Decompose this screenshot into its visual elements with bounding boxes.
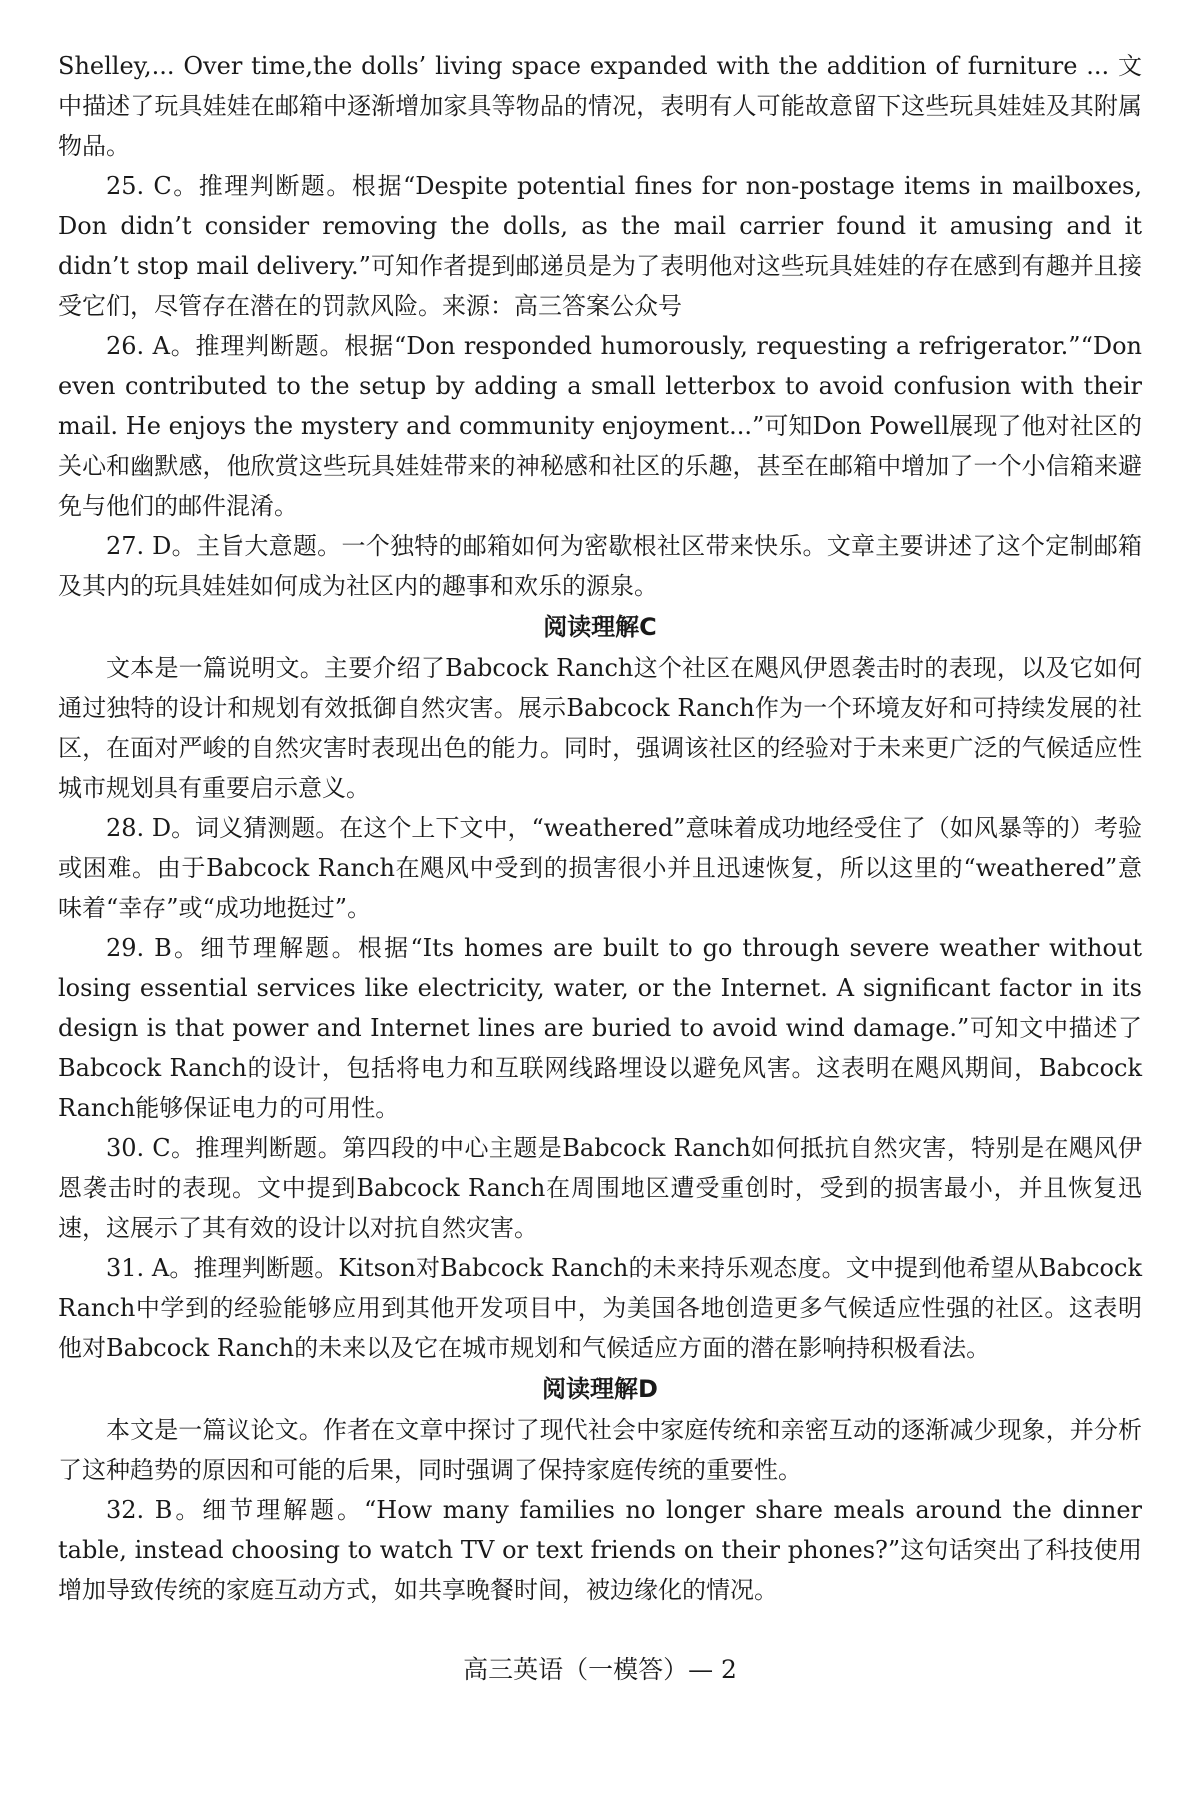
paragraph-24-continued: Shelley,... Over time,the dolls’ living space expanded with the addition of furniture ... 文中描述了玩具娃娃在邮箱中逐渐增加家具等物品的情况，表明有人可能故意留下这些玩具娃娃及其附属物品。: [58, 52, 1142, 160]
top-answers: [58, 46, 1142, 606]
paragraph-answer-31: 31. A。推理判断题。Kitson对Babcock Ranch的未来持乐观态度。文中提到他希望从Babcock Ranch中学到的经验能够应用到其他开发项目中，为美国各地创造更多气候适应性强的社区。这表明他对Babcock Ranch的未来以及它在城市规划和气候适应方面的潜在影响持积极看法。: [58, 1254, 1142, 1362]
paragraph-answer-30: 30. C。推理判断题。第四段的中心主题是Babcock Ranch如何抵抗自然灾害，特别是在飓风伊恩袭击时的表现。文中提到Babcock Ranch在周围地区遭受重创时，受到的损害最小，并且恢复迅速，这展示了其有效的设计以对抗自然灾害。: [58, 1134, 1142, 1242]
section-reading-d: [58, 1368, 1142, 1610]
paragraph-answer-25: 25. C。推理判断题。根据“Despite potential fines for non-postage items in mailboxes, Don didn’t consider removing the dolls, as the mail carrier found it amusing and it didn’t stop mail delivery.”可知作者提到邮递员是为了表明他对这些玩具娃娃的存在感到有趣并且接受它们，尽管存在潜在的罚款风险。来源：高三答案公众号: [58, 172, 1142, 320]
section-heading-d: 阅读理解D: [542, 1375, 658, 1403]
paragraph-d-summary: 本文是一篇议论文。作者在文章中探讨了现代社会中家庭传统和亲密互动的逐渐减少现象，并分析了这种趋势的原因和可能的后果，同时强调了保持家庭传统的重要性。: [58, 1416, 1142, 1484]
page-footer: 高三英语（一模答）— 2: [463, 1655, 737, 1684]
paragraph-answer-29: 29. B。细节理解题。根据“Its homes are built to go through severe weather without losing essential services like electricity, water, or the Internet. A significant factor in its design is that power and Internet lines are buried to avoid wind damage.”可知文中描述了Babcock Ranch的设计，包括将电力和互联网线路埋设以避免风害。这表明在飓风期间，Babcock Ranch能够保证电力的可用性。: [58, 934, 1142, 1122]
section-reading-c: [58, 606, 1142, 1368]
section-heading-c: 阅读理解C: [543, 613, 657, 641]
paragraph-answer-32: 32. B。细节理解题。“How many families no longer share meals around the dinner table, instead choosing to watch TV or text friends on their phones?”这句话突出了科技使用增加导致传统的家庭互动方式，如共享晚餐时间，被边缘化的情况。: [58, 1496, 1142, 1604]
paragraph-c-summary: 文本是一篇说明文。主要介绍了Babcock Ranch这个社区在飓风伊恩袭击时的表现，以及它如何通过独特的设计和规划有效抵御自然灾害。展示Babcock Ranch作为一个环境友好和可持续发展的社区，在面对严峻的自然灾害时表现出色的能力。同时，强调该社区的经验对于未来更广泛的气候适应性城市规划具有重要启示意义。: [58, 654, 1142, 802]
paragraph-answer-26: 26. A。推理判断题。根据“Don responded humorously, requesting a refrigerator.”“Don even contributed to the setup by adding a small letterbox to avoid confusion with their mail. He enjoys the mystery and community enjoyment...”可知Don Powell展现了他对社区的关心和幽默感，他欣赏这些玩具娃娃带来的神秘感和社区的乐趣，甚至在邮箱中增加了一个小信箱来避免与他们的邮件混淆。: [58, 332, 1142, 520]
paragraph-answer-28: 28. D。词义猜测题。在这个上下文中，“weathered”意味着成功地经受住了（如风暴等的）考验或困难。由于Babcock Ranch在飓风中受到的损害很小并且迅速恢复，所以这里的“weathered”意味着“幸存”或“成功地挺过”。: [58, 814, 1142, 922]
paragraph-answer-27: 27. D。主旨大意题。一个独特的邮箱如何为密歇根社区带来快乐。文章主要讲述了这个定制邮箱及其内的玩具娃娃如何成为社区内的趣事和欢乐的源泉。: [58, 532, 1142, 600]
